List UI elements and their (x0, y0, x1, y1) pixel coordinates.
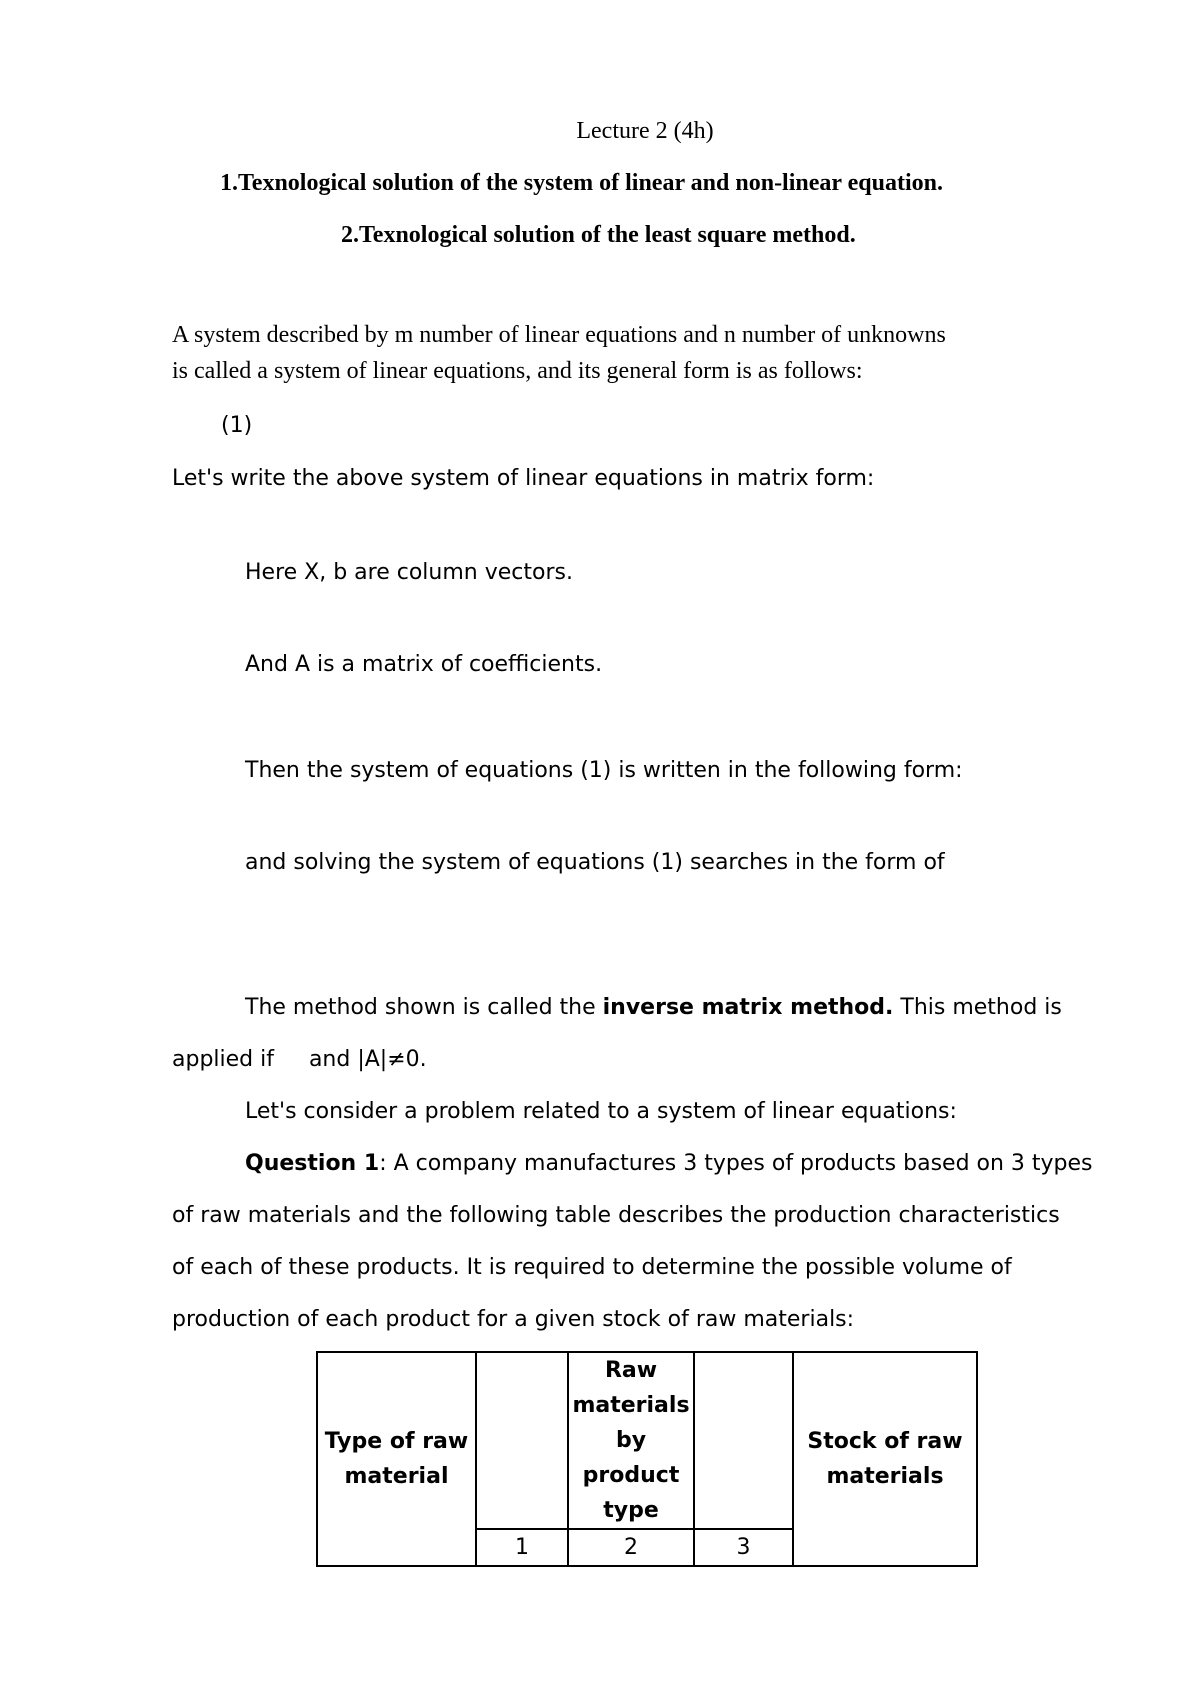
production-table (316, 1351, 978, 1567)
inverse-method-line (245, 995, 1062, 1020)
question-line-1 (245, 1151, 1093, 1176)
raw-header-line: by (615, 1428, 647, 1453)
stock-header-line: materials (826, 1464, 944, 1489)
intro-line-2: is called a system of linear equations, and its general form is as follows: (172, 358, 863, 384)
question-line-4: production of each product for a given stock of raw materials: (172, 1307, 855, 1332)
raw-materials-by-product-type-header (568, 1352, 694, 1529)
table-header-row (317, 1352, 977, 1529)
method-pre: The method shown is called the (245, 995, 603, 1020)
matrix-intro: Let's write the above system of linear equations in matrix form: (172, 466, 875, 491)
question-text-1: : A company manufactures 3 types of products based on 3 types (379, 1151, 1093, 1176)
question-label: Question 1 (245, 1151, 380, 1176)
lecture-title: Lecture 2 (4h) (576, 118, 714, 144)
empty-header-cell (694, 1352, 793, 1529)
type-header-line: Type of raw (324, 1429, 469, 1454)
raw-header-line: materials (572, 1393, 690, 1418)
question-line-2: of raw materials and the following table describes the production characteristics (172, 1203, 1060, 1228)
coefficient-matrix-text: And A is a matrix of coefficients. (245, 652, 603, 677)
intro-line-1: A system described by m number of linear equations and n number of unknowns (172, 322, 946, 348)
raw-header-line: Raw (604, 1358, 658, 1383)
type-of-raw-material-header (317, 1352, 476, 1566)
equation-label: (1) (221, 413, 253, 438)
topic-2: 2.Texnological solution of the least square method. (341, 222, 856, 248)
method-post: This method is (893, 995, 1062, 1020)
topic-1: 1.Texnological solution of the system of linear and non-linear equation. (220, 170, 943, 196)
question-line-3: of each of these products. It is required to determine the possible volume of (172, 1255, 1012, 1280)
method-bold: inverse matrix method. (602, 995, 894, 1020)
raw-header-line: type (603, 1498, 659, 1523)
stock-of-raw-materials-header (793, 1352, 977, 1566)
solving-text: and solving the system of equations (1) searches in the form of (245, 850, 945, 875)
product-number-cell: 2 (568, 1529, 694, 1566)
applied-if-text: applied if and |A|≠0. (172, 1047, 427, 1072)
column-vectors-text: Here X, b are column vectors. (245, 560, 573, 585)
stock-header-line: Stock of raw (807, 1429, 963, 1454)
written-form-text: Then the system of equations (1) is written in the following form: (245, 758, 963, 783)
type-header-line: material (344, 1464, 449, 1489)
raw-header-line: product (582, 1463, 680, 1488)
empty-header-cell (476, 1352, 568, 1529)
consider-text: Let's consider a problem related to a system of linear equations: (245, 1099, 957, 1124)
product-number-cell: 3 (694, 1529, 793, 1566)
product-number-cell: 1 (476, 1529, 568, 1566)
